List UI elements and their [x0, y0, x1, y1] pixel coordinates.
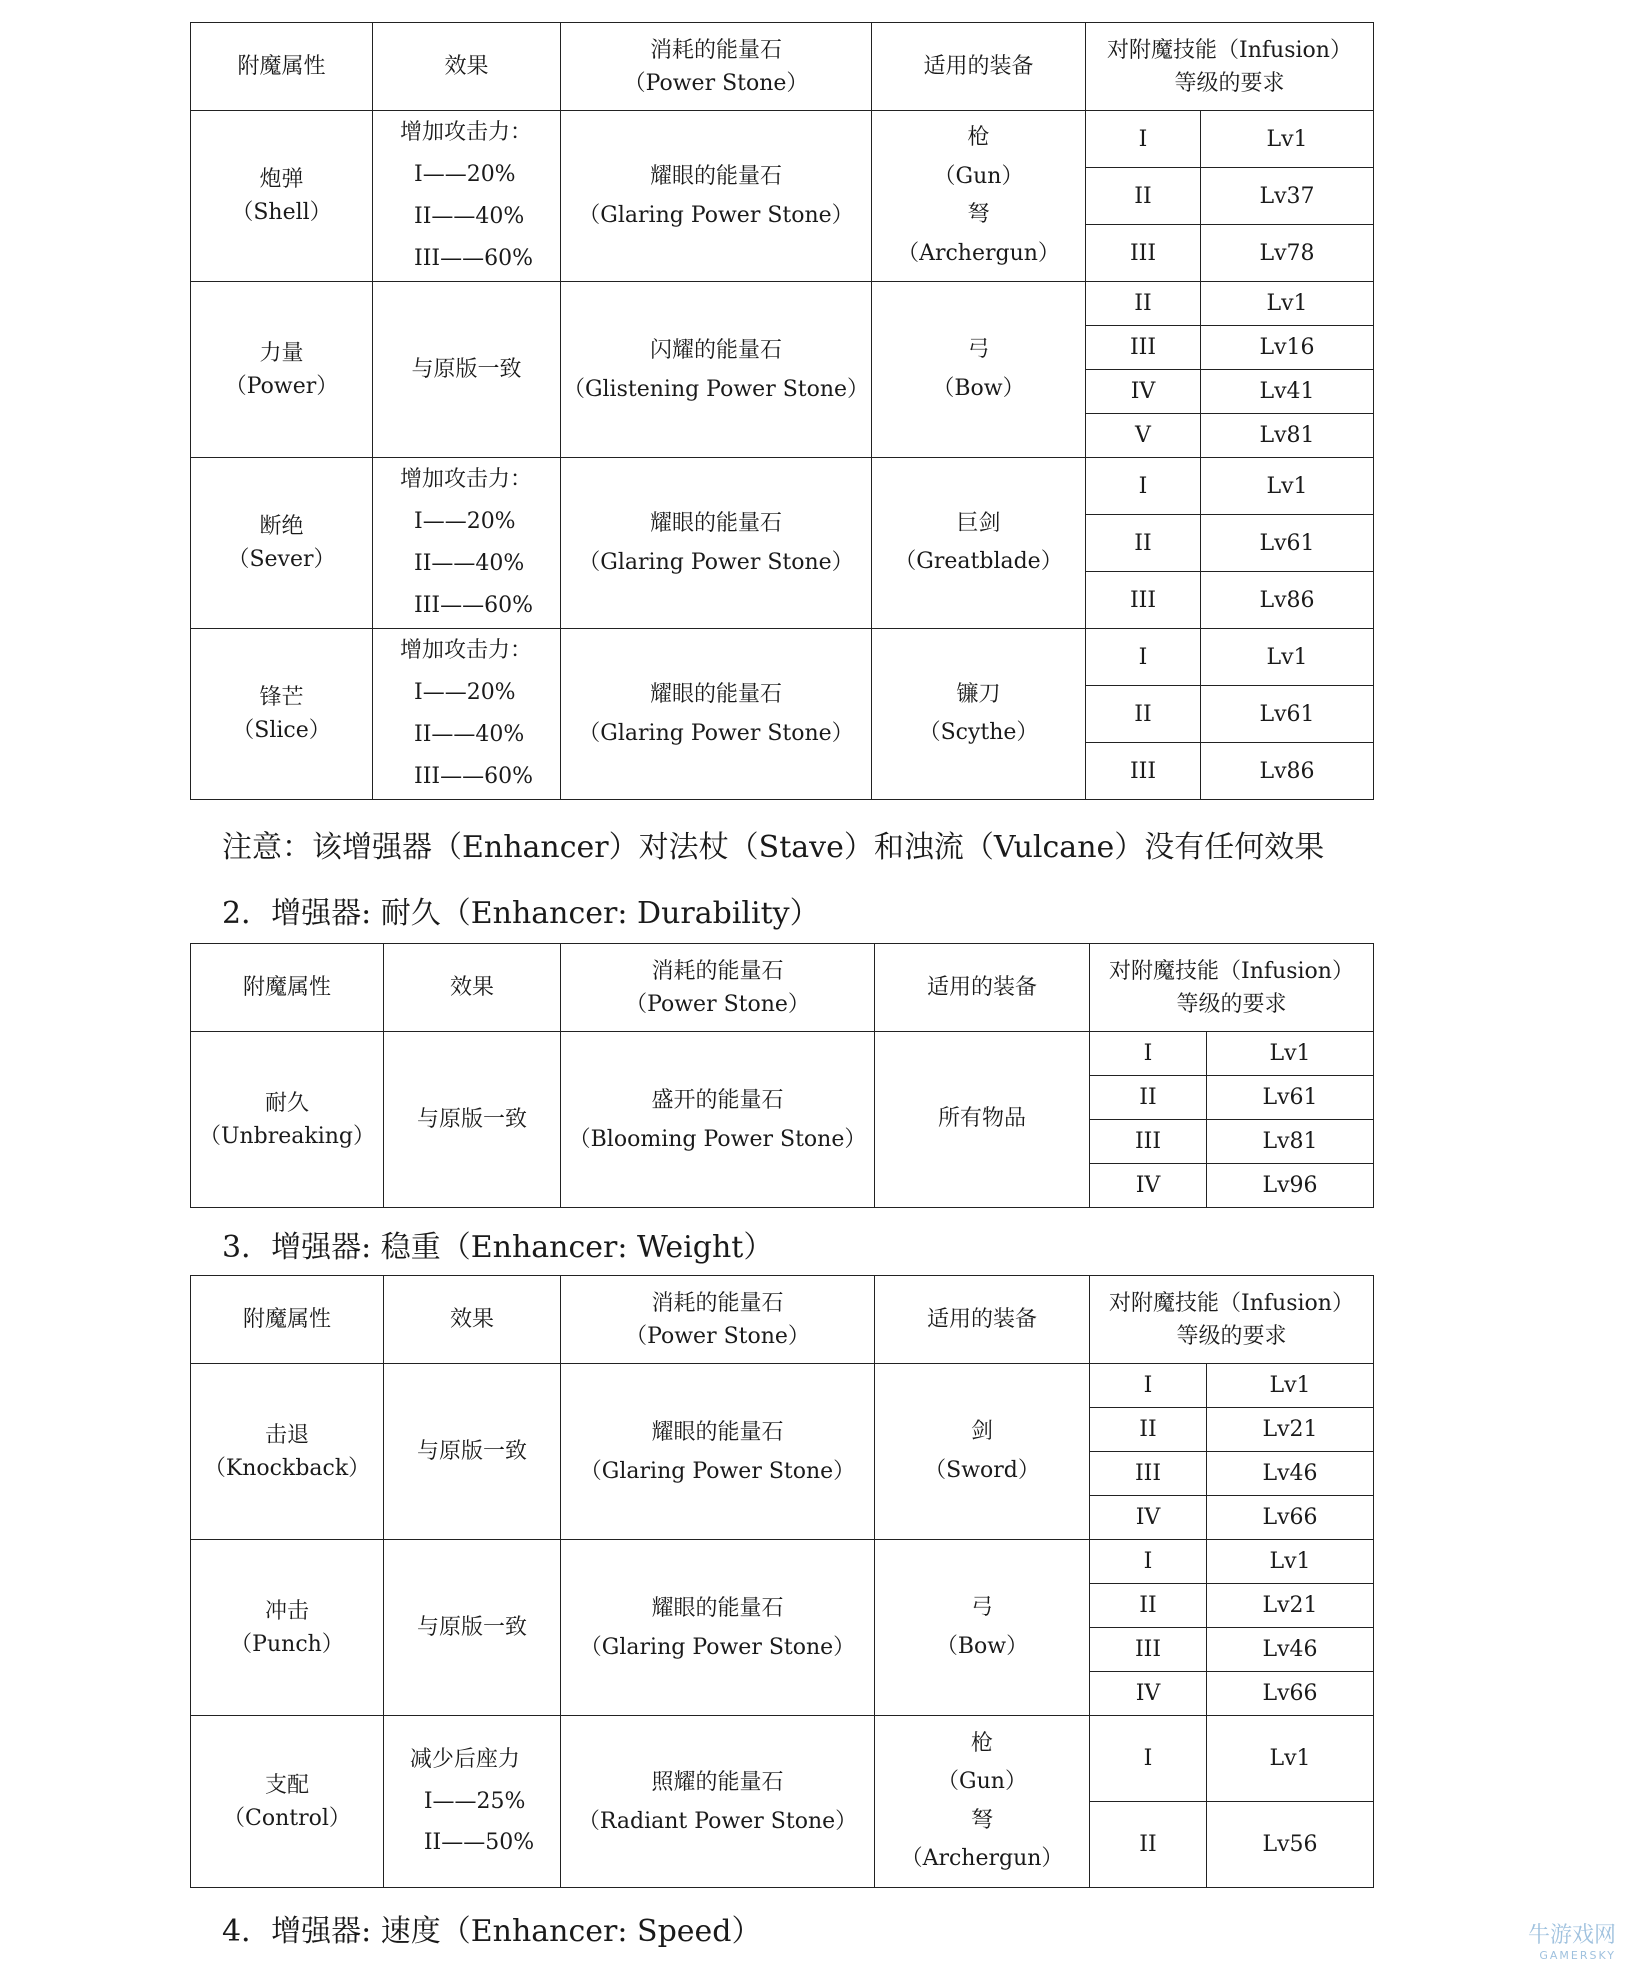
effect-line: 与原版一致 — [416, 1615, 527, 1640]
attribute-cell — [191, 1364, 384, 1540]
level-tier: II — [1086, 686, 1201, 743]
effect-line: II——50% — [423, 1830, 535, 1856]
section-4-title: 4．增强器: 速度（Enhancer: Speed） — [222, 1914, 762, 1949]
level-tier: IV — [1086, 370, 1201, 414]
attribute-cell — [191, 1716, 384, 1888]
effect-lines — [400, 112, 533, 279]
section-2-title: 2．增强器: 耐久（Enhancer: Durability） — [222, 896, 820, 931]
equipment-cell — [875, 1716, 1090, 1888]
attribute-name-en: （Shell） — [231, 200, 332, 225]
table-row — [191, 1716, 1374, 1802]
stone-name-cn: 耀眼的能量石 — [649, 164, 782, 189]
effect-line: 与原版一致 — [416, 1439, 527, 1464]
effect-cell — [384, 1540, 561, 1716]
attribute-name-cn: 支配 — [264, 1772, 309, 1798]
header-stone — [561, 1276, 875, 1364]
attribute-cell — [191, 282, 373, 458]
enchant-table-2 — [190, 943, 1374, 1208]
level-tier: II — [1090, 1408, 1207, 1452]
header-stone-cn: 消耗的能量石 — [651, 958, 784, 984]
watermark-en: GAMERSKY — [1539, 1949, 1616, 1962]
header-stone-en: （Power Stone） — [623, 70, 809, 96]
effect-cell — [384, 1716, 561, 1888]
stone-name-en: （Blooming Power Stone） — [568, 1126, 867, 1152]
level-requirement: Lv61 — [1201, 686, 1374, 743]
stone-name-cn: 耀眼的能量石 — [649, 682, 782, 707]
header-attribute: 附魔属性 — [191, 1276, 384, 1364]
level-tier: IV — [1090, 1164, 1207, 1208]
attribute-name-en: （Knockback） — [203, 1455, 371, 1481]
stone-name-en: （Radiant Power Stone） — [577, 1808, 858, 1834]
level-tier: V — [1086, 414, 1201, 458]
level-tier: II — [1086, 282, 1201, 326]
header-stone-cn: 消耗的能量石 — [651, 1290, 784, 1316]
header-req-line1: 对附魔技能（Infusion） — [1109, 1290, 1354, 1316]
level-tier: I — [1090, 1540, 1207, 1584]
level-tier: IV — [1090, 1672, 1207, 1716]
level-requirement: Lv66 — [1207, 1672, 1374, 1716]
attribute-name-cn: 冲击 — [264, 1598, 309, 1624]
equipment-line: （Scythe） — [918, 720, 1039, 745]
equipment-cell — [875, 1540, 1090, 1716]
level-tier: II — [1086, 168, 1201, 225]
level-requirement: Lv1 — [1201, 282, 1374, 326]
equipment-cell — [875, 1364, 1090, 1540]
level-requirement: Lv1 — [1207, 1364, 1374, 1408]
effect-lines — [384, 1103, 560, 1136]
effect-line: II——40% — [414, 204, 525, 229]
level-requirement: Lv78 — [1201, 225, 1374, 282]
attribute-cell — [191, 111, 373, 282]
level-tier: III — [1086, 743, 1201, 800]
header-req-line2: 等级的要求 — [1174, 70, 1285, 96]
equipment-line: （Greatblade） — [894, 549, 1063, 574]
attribute-name-en: （Control） — [223, 1805, 351, 1831]
table-1-body — [191, 23, 1374, 800]
header-effect: 效果 — [384, 944, 561, 1032]
stone-cell — [561, 1716, 875, 1888]
table-row — [191, 629, 1374, 686]
header-stone — [561, 944, 875, 1032]
level-requirement: Lv16 — [1201, 326, 1374, 370]
level-tier: I — [1086, 458, 1201, 515]
effect-line: I——20% — [414, 162, 516, 188]
attribute-name-en: （Power） — [224, 373, 339, 399]
equipment-cell — [872, 282, 1086, 458]
stone-cell — [561, 1364, 875, 1540]
watermark-cn: 牛游戏网 — [1527, 1923, 1616, 1948]
effect-lines — [410, 1739, 534, 1864]
equipment-line: （Sword） — [924, 1457, 1040, 1483]
header-effect: 效果 — [373, 23, 561, 111]
equipment-line: 弩 — [970, 1807, 993, 1833]
effect-line: 与原版一致 — [416, 1107, 527, 1132]
header-req-line2: 等级的要求 — [1176, 1323, 1287, 1349]
effect-line: 增加攻击力： — [400, 120, 533, 146]
table-2-body — [191, 944, 1374, 1208]
equipment-line: （Gun） — [937, 1769, 1027, 1794]
level-tier: III — [1090, 1452, 1207, 1496]
stone-name-en: （Glaring Power Stone） — [578, 203, 854, 228]
equipment-line: 镰刀 — [956, 681, 1001, 707]
equipment-cell — [875, 1032, 1090, 1208]
level-tier: III — [1090, 1628, 1207, 1672]
header-attribute: 附魔属性 — [191, 944, 384, 1032]
effect-cell — [384, 1364, 561, 1540]
level-requirement: Lv96 — [1207, 1164, 1374, 1208]
attribute-name-en: （Sever） — [227, 547, 336, 572]
level-requirement: Lv1 — [1207, 1540, 1374, 1584]
header-requirement — [1090, 944, 1374, 1032]
level-requirement: Lv81 — [1201, 414, 1374, 458]
effect-line: 增加攻击力： — [400, 638, 533, 664]
effect-cell — [373, 629, 561, 800]
attribute-cell — [191, 1032, 384, 1208]
equipment-line: （Bow） — [932, 375, 1025, 401]
stone-name-cn: 耀眼的能量石 — [649, 511, 782, 536]
equipment-cell — [872, 458, 1086, 629]
equipment-line: 枪 — [967, 125, 990, 150]
effect-line: I——25% — [423, 1788, 526, 1814]
table-row — [191, 1540, 1374, 1584]
equipment-cell — [872, 629, 1086, 800]
effect-line: III——60% — [414, 592, 533, 618]
attribute-name-cn: 炮弹 — [259, 167, 304, 192]
level-requirement: Lv1 — [1201, 458, 1374, 515]
attribute-cell — [191, 629, 373, 800]
header-effect: 效果 — [384, 1276, 561, 1364]
equipment-lines — [872, 331, 1085, 408]
header-req-line2: 等级的要求 — [1176, 991, 1287, 1017]
header-stone-cn: 消耗的能量石 — [649, 37, 782, 63]
level-tier: II — [1090, 1584, 1207, 1628]
effect-line: 减少后座力 — [409, 1746, 520, 1772]
equipment-lines — [872, 505, 1085, 582]
header-stone-en: （Power Stone） — [625, 991, 810, 1017]
level-requirement: Lv1 — [1201, 629, 1374, 686]
level-tier: II — [1086, 515, 1201, 572]
stone-cell — [561, 458, 872, 629]
header-req-line1: 对附魔技能（Infusion） — [1109, 958, 1354, 984]
level-tier: II — [1090, 1802, 1207, 1888]
level-tier: III — [1086, 326, 1201, 370]
effect-cell — [373, 282, 561, 458]
equipment-line: 巨剑 — [956, 510, 1001, 536]
attribute-name-cn: 击退 — [264, 1422, 309, 1448]
attribute-name-cn: 锋芒 — [259, 685, 304, 710]
level-requirement: Lv46 — [1207, 1452, 1374, 1496]
equipment-line: 弓 — [967, 337, 990, 362]
attribute-cell — [191, 1540, 384, 1716]
table-row — [191, 282, 1374, 326]
level-tier: IV — [1090, 1496, 1207, 1540]
header-row — [191, 23, 1374, 111]
level-tier: I — [1090, 1716, 1207, 1802]
effect-line: II——40% — [414, 551, 525, 576]
equipment-lines — [875, 1589, 1089, 1666]
table-3-body — [191, 1276, 1374, 1888]
stone-cell — [561, 1540, 875, 1716]
level-requirement: Lv46 — [1207, 1628, 1374, 1672]
stone-name-cn: 盛开的能量石 — [651, 1087, 784, 1113]
effect-line: I——20% — [414, 509, 516, 535]
stone-name-en: （Glistening Power Stone） — [562, 376, 870, 402]
table-row — [191, 111, 1374, 168]
note-text: 注意：该增强器（Enhancer）对法杖（Stave）和浊流（Vulcane）没有任何效果 — [222, 830, 1325, 865]
level-requirement: Lv86 — [1201, 572, 1374, 629]
level-requirement: Lv61 — [1207, 1076, 1374, 1120]
effect-lines — [400, 459, 533, 626]
level-requirement: Lv86 — [1201, 743, 1374, 800]
level-tier: III — [1086, 225, 1201, 282]
equipment-lines — [872, 119, 1085, 273]
equipment-line: （Gun） — [933, 163, 1024, 189]
equipment-lines — [875, 1100, 1089, 1139]
attribute-name-cn: 耐久 — [264, 1090, 309, 1116]
level-requirement: Lv1 — [1201, 111, 1374, 168]
level-requirement: Lv21 — [1207, 1408, 1374, 1452]
stone-name-cn: 耀眼的能量石 — [651, 1419, 784, 1445]
effect-lines — [384, 1435, 560, 1468]
header-req-line1: 对附魔技能（Infusion） — [1107, 37, 1352, 63]
effect-line: II——40% — [414, 722, 525, 747]
effect-line: 与原版一致 — [411, 357, 522, 382]
table-row — [191, 458, 1374, 515]
equipment-lines — [875, 1413, 1089, 1490]
attribute-name-cn: 断绝 — [259, 514, 304, 539]
table-row — [191, 1364, 1374, 1408]
level-requirement: Lv61 — [1201, 515, 1374, 572]
level-tier: I — [1086, 111, 1201, 168]
level-tier: I — [1090, 1032, 1207, 1076]
level-tier: III — [1090, 1120, 1207, 1164]
level-requirement: Lv41 — [1201, 370, 1374, 414]
stone-name-cn: 闪耀的能量石 — [649, 337, 782, 363]
equipment-cell — [872, 111, 1086, 282]
enchant-table-3 — [190, 1275, 1374, 1888]
effect-lines — [384, 1611, 560, 1644]
equipment-line: 弩 — [967, 202, 990, 227]
attribute-name-en: （Slice） — [232, 718, 331, 743]
table-row — [191, 1032, 1374, 1076]
header-row — [191, 1276, 1374, 1364]
stone-name-en: （Glaring Power Stone） — [579, 1634, 856, 1660]
stone-cell — [561, 111, 872, 282]
level-tier: I — [1090, 1364, 1207, 1408]
level-requirement: Lv56 — [1207, 1802, 1374, 1888]
equipment-line: 剑 — [970, 1419, 993, 1444]
equipment-line: （Archergun） — [897, 240, 1060, 266]
stone-cell — [561, 282, 872, 458]
level-requirement: Lv81 — [1207, 1120, 1374, 1164]
attribute-name-cn: 力量 — [259, 340, 304, 366]
attribute-name-en: （Unbreaking） — [198, 1123, 376, 1149]
level-tier: II — [1090, 1076, 1207, 1120]
stone-name-en: （Glaring Power Stone） — [578, 721, 854, 746]
equipment-lines — [872, 676, 1085, 753]
level-tier: III — [1086, 572, 1201, 629]
equipment-line: 枪 — [970, 1730, 993, 1756]
level-requirement: Lv1 — [1207, 1032, 1374, 1076]
header-requirement — [1086, 23, 1374, 111]
header-requirement — [1090, 1276, 1374, 1364]
level-requirement: Lv1 — [1207, 1716, 1374, 1802]
attribute-name-en: （Punch） — [230, 1631, 344, 1657]
stone-cell — [561, 1032, 875, 1208]
header-row — [191, 944, 1374, 1032]
level-tier: I — [1086, 629, 1201, 686]
header-equipment: 适用的装备 — [875, 1276, 1090, 1364]
attribute-cell — [191, 458, 373, 629]
equipment-line: （Bow） — [935, 1633, 1029, 1659]
header-stone — [561, 23, 872, 111]
header-equipment: 适用的装备 — [872, 23, 1086, 111]
header-equipment: 适用的装备 — [875, 944, 1090, 1032]
effect-cell — [384, 1032, 561, 1208]
stone-name-cn: 照耀的能量石 — [651, 1769, 784, 1795]
stone-name-en: （Glaring Power Stone） — [578, 550, 854, 575]
effect-cell — [373, 458, 561, 629]
section-3-title: 3．增强器: 稳重（Enhancer: Weight） — [222, 1230, 774, 1265]
effect-line: III——60% — [414, 763, 533, 789]
watermark-logo — [1528, 1918, 1616, 1962]
level-requirement: Lv21 — [1207, 1584, 1374, 1628]
effect-lines — [400, 630, 533, 797]
effect-cell — [373, 111, 561, 282]
effect-line: I——20% — [414, 680, 516, 706]
effect-lines — [373, 353, 560, 386]
effect-line: 增加攻击力： — [400, 467, 533, 493]
equipment-lines — [875, 1725, 1089, 1879]
stone-name-en: （Glaring Power Stone） — [579, 1458, 856, 1484]
level-requirement: Lv37 — [1201, 168, 1374, 225]
header-stone-en: （Power Stone） — [625, 1323, 810, 1349]
equipment-line: （Archergun） — [900, 1846, 1064, 1871]
level-requirement: Lv66 — [1207, 1496, 1374, 1540]
equipment-line: 弓 — [970, 1595, 993, 1620]
header-attribute: 附魔属性 — [191, 23, 373, 111]
enchant-table-1 — [190, 22, 1374, 800]
effect-line: III——60% — [414, 245, 533, 271]
equipment-line: 所有物品 — [937, 1106, 1026, 1132]
stone-cell — [561, 629, 872, 800]
stone-name-cn: 耀眼的能量石 — [651, 1595, 784, 1621]
